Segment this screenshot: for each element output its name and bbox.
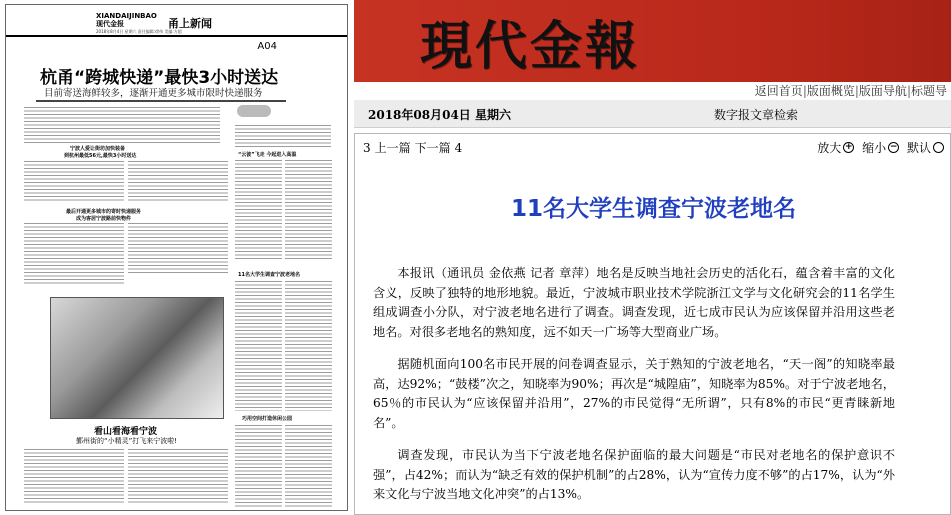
- thumbnail-bottom-head[interactable]: 巧用空间打造休闲公园: [242, 416, 293, 422]
- article-paragraph: 本报讯（通讯员 金依燕 记者 章萍）地名是反映当地社会历史的活化石，蕴含着丰富的文化含义，反映了独特的地形地貌。最近，宁波城市职业技术学院浙江文学与文化研究会的11名学生组成调查小分队，对宁波老地名进行了调查。调查发现，近七成市民认为应该保留并沿用这些老地名。对很多老地名的熟知度，远不如天一广场等大型商业广场。: [373, 266, 895, 339]
- zoom-default-button[interactable]: 默认: [907, 139, 944, 156]
- thumbnail-logo: XIANDAIJINBAO 现代金报: [96, 12, 157, 28]
- nav-separator: |: [854, 84, 859, 98]
- prev-article-number: 3: [363, 141, 371, 155]
- nav-separator: |: [906, 84, 911, 98]
- zoom-default-icon: [933, 142, 944, 153]
- thumbnail-photo[interactable]: [50, 297, 224, 419]
- thumbnail-article-head[interactable]: 11名大学生调查宁波老地名: [238, 272, 300, 278]
- zoom-in-icon: [843, 142, 854, 153]
- thumbnail-divider: [36, 100, 286, 102]
- thumbnail-header: [6, 5, 347, 37]
- thumbnail-ad-logo: [237, 105, 271, 117]
- article-panel: [354, 133, 951, 515]
- masthead-title: 現代金報: [420, 16, 641, 77]
- prev-article-link[interactable]: 上一篇: [374, 141, 411, 155]
- thumbnail-page-number: A04: [257, 41, 277, 52]
- thumbnail-subhead: 目前寄送海鲜较多，逐渐开通更多城市限时快递服务: [44, 88, 263, 99]
- thumbnail-text-block[interactable]: [235, 125, 331, 147]
- masthead-banner: [354, 0, 951, 82]
- thumbnail-mid-head: 到杭州最低56元,最快3小时送达: [64, 153, 137, 159]
- next-article-link[interactable]: 下一篇: [414, 141, 451, 155]
- article-paragraph: 调查发现，市民认为当下宁波老地名保护面临的最大问题是“市民对老地名的保护意识不强”，占42%；而认为“缺乏有效的保护机制”的占28%，认为“宣传力度不够”的占17%，认为“外来文化与宁波当地文化冲突”的占13%。: [373, 448, 895, 501]
- next-article-number: 4: [454, 141, 463, 155]
- thumbnail-text-block[interactable]: [24, 223, 124, 285]
- zoom-out-icon: [888, 142, 899, 153]
- article-title: 11名大学生调查宁波老地名: [510, 196, 796, 222]
- thumbnail-section: 甬上新闻: [168, 17, 212, 30]
- thumbnail-text-block[interactable]: [235, 160, 282, 260]
- article-paragraph: 据随机面向100名市民开展的问卷调查显示，关于熟知的宁波老地名，“天一阁”的知晓率最高，达92%；“鼓楼”次之，知晓率为90%；再次是“城隍庙”，知晓率为85%。对于宁波老地名，65％的市民认为“应该保留并沿用”，27%的市民觉得“无所谓”，只有8%的市民“更青睐新地名”。: [373, 357, 895, 430]
- nav-overview-link[interactable]: 版面概览: [806, 84, 855, 98]
- thumbnail-text-block[interactable]: [24, 449, 124, 505]
- article-pagination: [363, 139, 466, 156]
- thumbnail-photo-subcaption: 鄞州街的“小精灵”打飞来宁波啦!: [76, 437, 178, 445]
- top-navigation: [755, 82, 947, 100]
- thumbnail-text-block[interactable]: [128, 223, 228, 273]
- thumbnail-date: 2018年8月4日 星期六 责任编辑:徐伟 美编:方超: [96, 29, 182, 34]
- thumbnail-photo-caption: 看山看海看宁波: [94, 427, 158, 437]
- article-search-link[interactable]: 数字报文章检索: [714, 108, 799, 122]
- thumbnail-mid-head: 宁波人爱让街坊加快装备: [70, 146, 126, 152]
- thumbnail-mid-head: 成为客居宁波路前快物件: [76, 216, 132, 222]
- thumbnail-text-block[interactable]: [128, 449, 228, 505]
- info-bar: [354, 100, 951, 128]
- nav-title-nav-link[interactable]: 标题导: [910, 84, 947, 98]
- thumbnail-text-block[interactable]: [285, 160, 332, 260]
- newspaper-page-thumbnail[interactable]: [5, 4, 348, 511]
- thumbnail-headline[interactable]: 杭甬“跨城快递”最快3小时送达: [40, 68, 279, 88]
- issue-date: 2018年08月04日 星期六: [368, 108, 511, 122]
- zoom-toolbar: [813, 139, 944, 156]
- thumbnail-text-block[interactable]: [285, 281, 332, 411]
- thumbnail-text-block[interactable]: [24, 107, 220, 143]
- nav-separator: |: [802, 84, 807, 98]
- thumbnail-side-head: “云彼”飞走 今起进入高温: [238, 152, 297, 158]
- thumbnail-text-block[interactable]: [235, 425, 282, 507]
- nav-page-nav-link[interactable]: 版面导航: [858, 84, 907, 98]
- thumbnail-text-block[interactable]: [128, 161, 228, 203]
- nav-home-link[interactable]: 返回首页: [754, 84, 803, 98]
- thumbnail-mid-head: 最后开通更多城市的寄时快递服务: [66, 209, 142, 215]
- zoom-out-button[interactable]: 缩小 −: [862, 139, 899, 156]
- thumbnail-text-block[interactable]: [24, 161, 124, 203]
- article-body: [373, 264, 895, 515]
- thumbnail-text-block[interactable]: [285, 425, 332, 507]
- thumbnail-text-block[interactable]: [235, 281, 282, 411]
- zoom-in-button[interactable]: 放大 +: [817, 139, 854, 156]
